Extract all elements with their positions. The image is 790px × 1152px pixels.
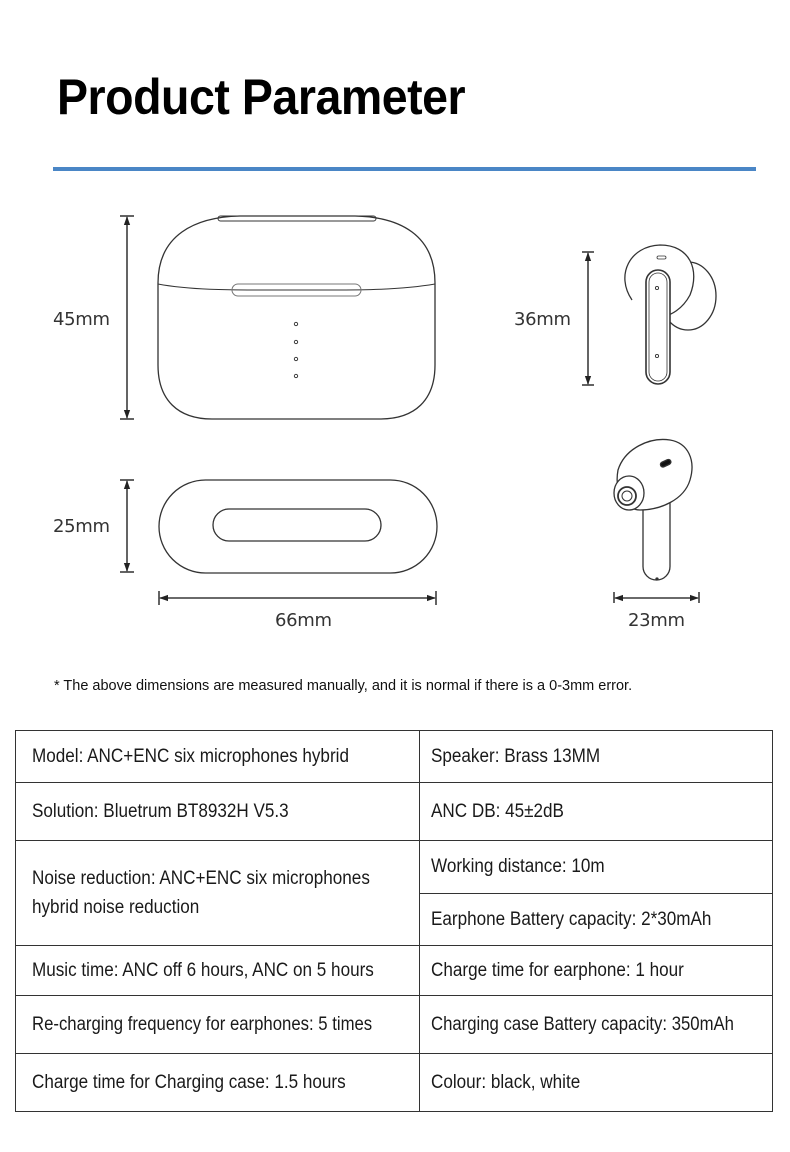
spec-cell: Speaker: Brass 13MM [420, 731, 773, 783]
page-title: Product Parameter [57, 69, 466, 125]
spec-cell: Solution: Bluetrum BT8932H V5.3 [16, 783, 420, 841]
spec-cell: Noise reduction: ANC+ENC six microphones hybrid noise reduction [16, 841, 420, 946]
earbud-front-drawing [625, 245, 716, 384]
spec-cell: Charge time for earphone: 1 hour [420, 946, 773, 996]
spec-cell: Re-charging frequency for earphones: 5 times [16, 996, 420, 1054]
case-depth-label: 25mm [53, 516, 110, 537]
spec-cell: ANC DB: 45±2dB [420, 783, 773, 841]
earbud-height-dimension-line [582, 252, 594, 385]
spec-cell: Music time: ANC off 6 hours, ANC on 5 hours [16, 946, 420, 996]
depth-dimension-line [120, 480, 134, 572]
height-dimension-line [120, 216, 134, 419]
table-row [16, 946, 773, 996]
earbud-height-label: 36mm [514, 309, 571, 330]
spec-cell: Charging case Battery capacity: 350mAh [420, 996, 773, 1054]
earbud-side-drawing [614, 440, 692, 580]
table-row [16, 841, 773, 894]
case-width-label: 66mm [275, 610, 332, 631]
spec-table [15, 730, 773, 1112]
case-height-label: 45mm [53, 309, 110, 330]
spec-cell: Working distance: 10m [420, 841, 773, 894]
table-row [16, 1054, 773, 1112]
charging-case-top-drawing [159, 480, 437, 573]
width-dimension-line [159, 591, 436, 605]
spec-cell: Charge time for Charging case: 1.5 hours [16, 1054, 420, 1112]
charging-case-front-drawing [158, 216, 435, 419]
spec-cell: Colour: black, white [420, 1054, 773, 1112]
earbud-width-label: 23mm [628, 610, 685, 631]
earbud-width-dimension-line [614, 592, 699, 603]
spec-cell: Earphone Battery capacity: 2*30mAh [420, 894, 773, 946]
spec-cell: Model: ANC+ENC six microphones hybrid [16, 731, 420, 783]
measurement-note: * The above dimensions are measured manually, and it is normal if there is a 0-3mm error. [54, 678, 633, 694]
table-row [16, 783, 773, 841]
table-row [16, 996, 773, 1054]
table-row [16, 731, 773, 783]
